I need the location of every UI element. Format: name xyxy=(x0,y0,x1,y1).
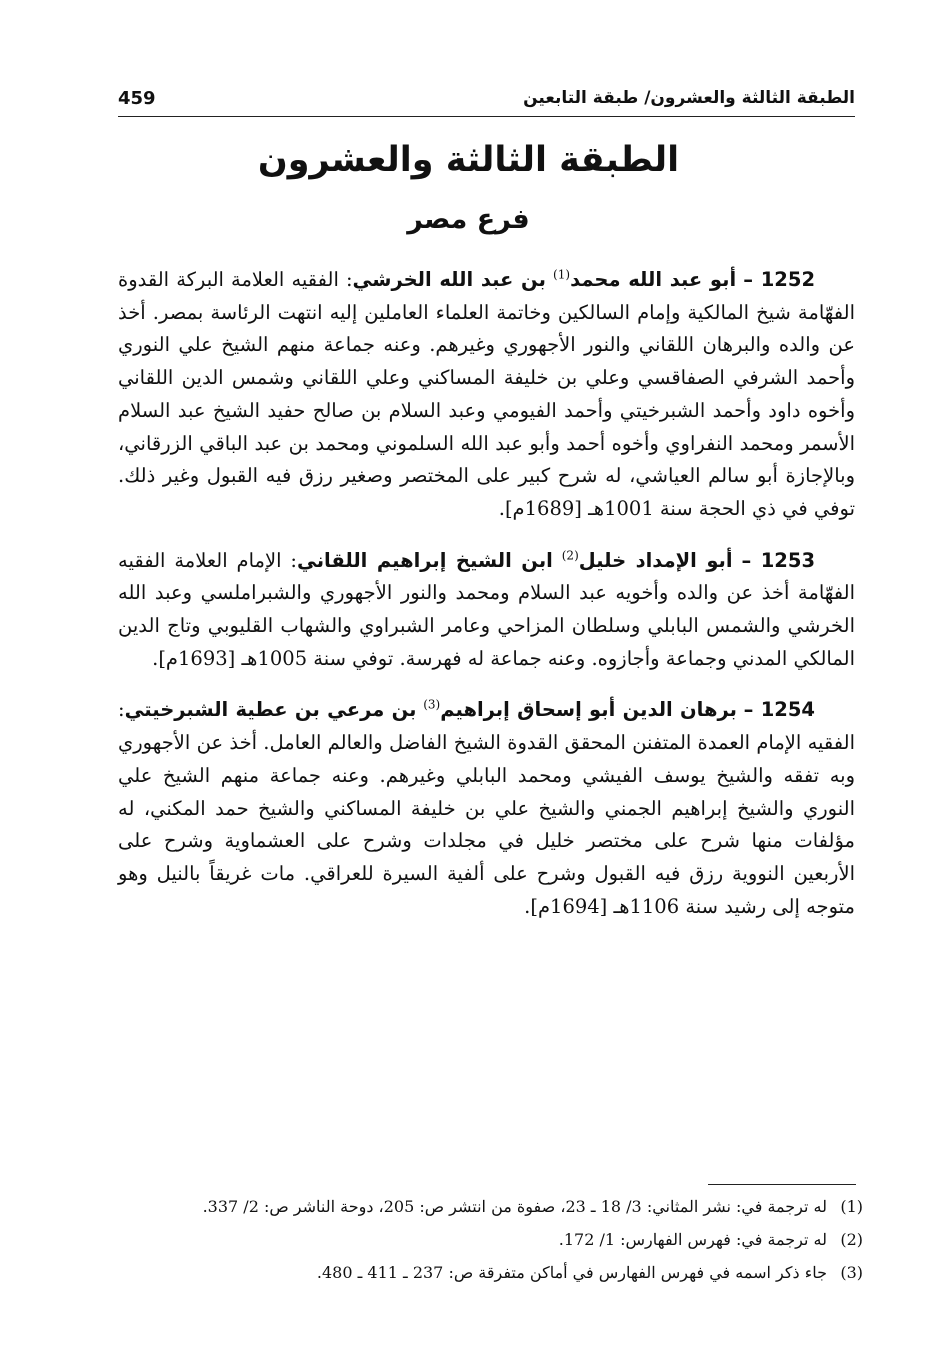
footnote-divider xyxy=(708,1184,856,1185)
footnote-3 xyxy=(118,1262,863,1284)
footnotes xyxy=(118,1196,863,1295)
biography-entry-1252 xyxy=(118,264,855,526)
entry-name: أبو عبد الله محمد xyxy=(570,268,737,291)
biography-entries xyxy=(118,264,855,942)
entry-text: : الفقيه العلامة البركة القدوة الفهّامة شيخ المالكية وإمام السالكين وخاتمة العلماء العاملين إليه انتهت الرئاسة بمصر. أخذ عن والده والبرهان اللقاني والنور الأجهوري وغيرهم. وعنه جماعة منهم الشيخ علي النوري وأحمد الشرفي الصفاقسي وعلي بن خليفة المساكني وعلي اللقاني وشمس الدين اللقاني وأخوه داود وأحمد الشبرخيتي وأحمد الفيومي وعبد السلام بن صالح حفيد الشيخ عبد السلام الأسمر ومحمد النفراوي وأخوه أحمد وأبو عبد الله السلموني ومحمد بن عبد الباقي الزرقاني، وبالإجازة أبو سالم العياشي، له شرح كبير على المختصر وصغير رزق فيه القبول وغير ذلك. توفي في ذي الحجة سنة 1001هـ [1689م]. xyxy=(118,268,856,520)
running-header xyxy=(118,84,855,117)
entry-name-rest: ابن الشيخ إبراهيم اللقاني xyxy=(296,548,553,572)
footnote-1 xyxy=(118,1196,863,1218)
page-number: 459 xyxy=(118,88,156,109)
footnote-2 xyxy=(118,1229,863,1251)
footnote-text: له ترجمة في: نشر المثاني: 3/ 18 ـ 23، صفوة من انتشر ص: 205، دوحة الناشر ص: 2/ 337. xyxy=(202,1197,827,1216)
entry-name: برهان الدين أبو إسحاق إبراهيم xyxy=(440,698,737,722)
footnote-text: له ترجمة في: فهرس الفهارس: 1/ 172. xyxy=(558,1230,827,1249)
footnote-ref: (3) xyxy=(423,697,441,712)
entry-name-rest: بن مرعي بن عطية الشبرخيتي xyxy=(124,698,417,722)
entry-text: : الفقيه الإمام العمدة المتفنن المحقق القدوة الشيخ الفاضل والعالم العامل. أخذ عن الأجهوري وبه تفقه والشيخ يوسف الفيشي ومحمد البابلي وغيرهم. وعنه جماعة منهم الشيخ علي النوري والشيخ إبراهيم الجمني والشيخ علي بن خليفة المساكني والشيخ حمد المكني، له مؤلفات منها شرح على مختصر خليل في مجلدات وشرح على العشماوية وشرح على الأربعين النووية رزق فيه القبول وشرح على ألفية السيرة للعراقي. مات غريقاً بالنيل وهو متوجه إلى رشيد سنة 1106هـ [1694م]. xyxy=(118,698,855,918)
footnote-ref: (1) xyxy=(553,267,571,282)
running-title: الطبقة الثالثة والعشرون/ طبقة التابعين xyxy=(523,88,855,108)
biography-entry-1253 xyxy=(118,545,855,676)
entry-number: 1254 – xyxy=(743,698,815,722)
footnote-number: (3) xyxy=(840,1263,863,1282)
entry-name: أبو الإمداد خليل xyxy=(578,548,733,572)
footnote-number: (2) xyxy=(840,1230,863,1249)
entry-text: : الإمام العلامة الفقيه الفهّامة أخذ عن والده وأخويه عبد السلام ومحمد والنور الأجهوري والشبراملسي وعبد الله الخرشي والشمس البابلي وسلطان المزاحي وعامر الشبراوي والشهاب القليوبي وتاج الدين المالكي المدني وجماعة وأجازوه. وعنه جماعة له فهرسة. توفي سنة 1005هـ [1693م]. xyxy=(118,548,855,670)
entry-number: 1252 – xyxy=(743,268,816,291)
footnote-number: (1) xyxy=(840,1197,863,1216)
chapter-title: الطبقة الثالثة والعشرون xyxy=(257,140,680,180)
section-title: فرع مصر xyxy=(407,204,530,235)
entry-name-rest: بن عبد الله الخرشي xyxy=(352,268,546,291)
biography-entry-1254 xyxy=(118,694,855,923)
footnote-ref: (2) xyxy=(561,548,579,563)
footnote-text: جاء ذكر اسمه في فهرس الفهارس في أماكن متفرقة ص: 237 ـ 411 ـ 480. xyxy=(316,1263,827,1282)
entry-number: 1253 – xyxy=(741,548,816,572)
